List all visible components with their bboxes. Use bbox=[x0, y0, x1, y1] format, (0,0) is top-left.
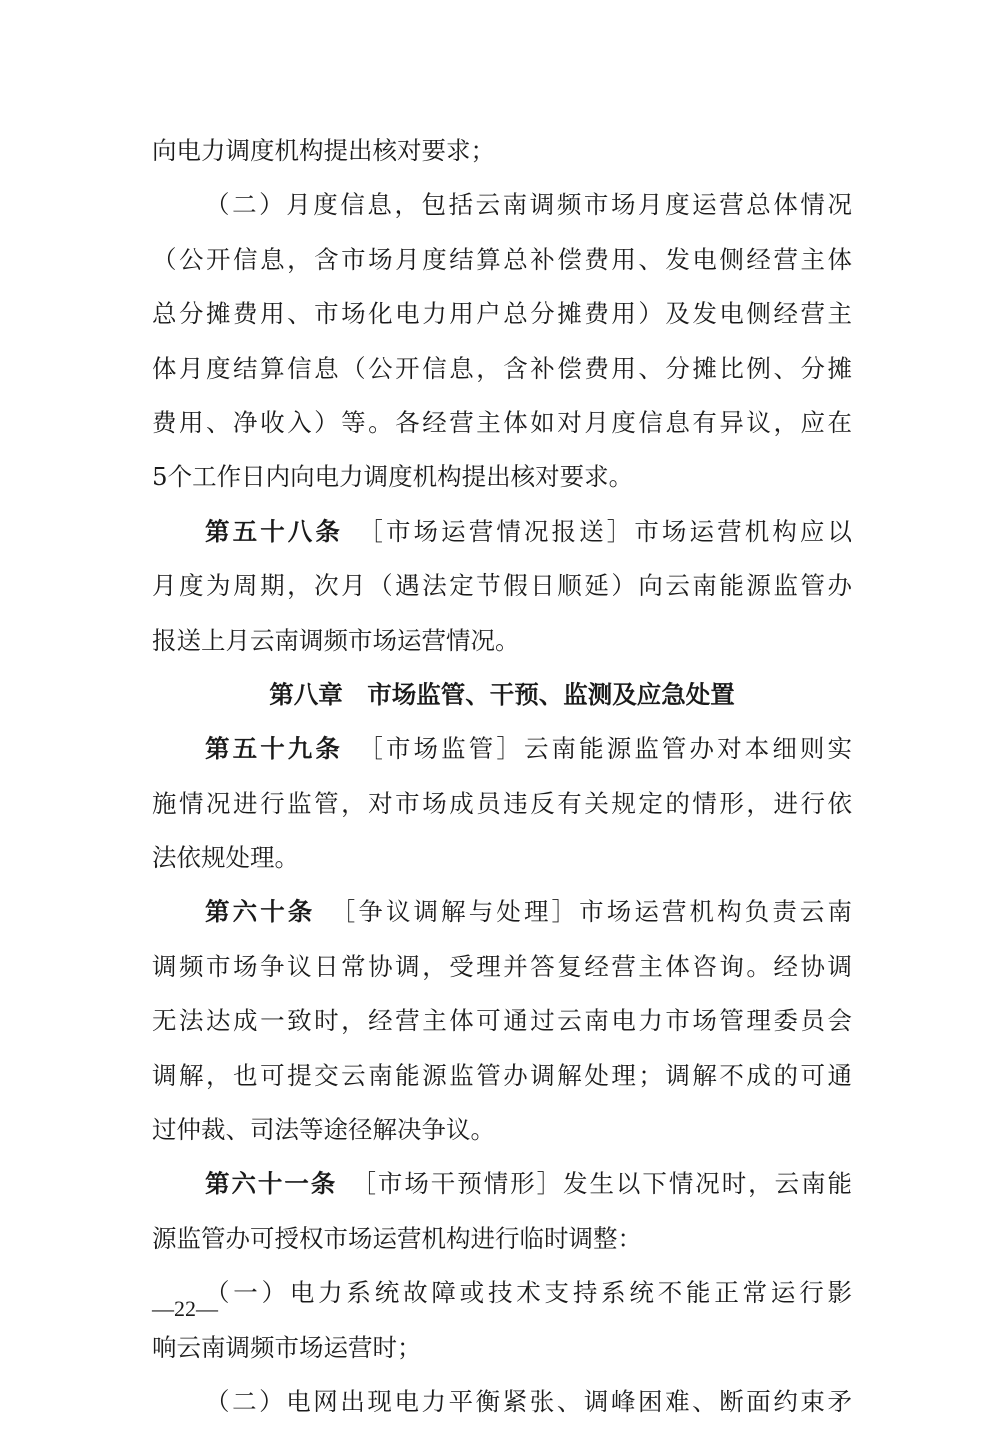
line-text: 向电力调度机构提出核对要求； bbox=[152, 136, 495, 165]
line-text: ［争议调解与处理］市场运营机构负责云南 bbox=[343, 897, 853, 927]
paragraph-line bbox=[152, 450, 852, 504]
line-text: 过仲裁、司法等途径解决争议。 bbox=[152, 1115, 495, 1145]
line-text: 月度为周期，次月（遇法定节假日顺延）向云南能源监管办 bbox=[152, 571, 852, 601]
paragraph-line bbox=[152, 559, 852, 613]
paragraph-line bbox=[152, 396, 852, 450]
list-item-monthly-info bbox=[152, 178, 852, 232]
article-60-heading bbox=[152, 885, 852, 939]
line-text: 无法达成一致时，经营主体可通过云南电力市场管理委员会 bbox=[152, 1006, 852, 1036]
line-text: ［市场干预情形］发生以下情况时，云南能 bbox=[363, 1169, 853, 1199]
page-number: —22— bbox=[152, 1296, 218, 1321]
list-item-grid-balance bbox=[152, 1375, 852, 1429]
line-text: 响云南调频市场运营时； bbox=[152, 1332, 422, 1362]
paragraph-line bbox=[152, 124, 852, 178]
line-text: 报送上月云南调频市场运营情况。 bbox=[152, 625, 520, 655]
line-text: （二）月度信息，包括云南调频市场月度运营总体情况 bbox=[205, 190, 852, 220]
chapter-heading bbox=[152, 668, 852, 722]
line-text: 调解，也可提交云南能源监管办调解处理；调解不成的可通 bbox=[152, 1060, 852, 1090]
line-text: 5个工作日内向电力调度机构提出核对要求。 bbox=[152, 462, 634, 492]
paragraph-line bbox=[152, 1103, 852, 1157]
document-body bbox=[152, 124, 852, 1429]
paragraph-line bbox=[152, 831, 852, 885]
article-number: 第五十八条 bbox=[205, 516, 343, 546]
chapter-title: 第八章 市场监管、干预、监测及应急处置 bbox=[269, 679, 735, 709]
article-number: 第五十九条 bbox=[205, 734, 343, 764]
article-spacer bbox=[343, 734, 371, 763]
article-spacer bbox=[337, 1169, 363, 1198]
line-text: 调频市场争议日常协调，受理并答复经营主体咨询。经协调 bbox=[152, 951, 852, 981]
line-text: ［市场监管］云南能源监管办对本细则实 bbox=[370, 734, 853, 764]
paragraph-line bbox=[152, 940, 852, 994]
paragraph-line bbox=[152, 1049, 852, 1103]
line-text: 法依规处理。 bbox=[152, 843, 299, 873]
line-text: ［市场运营情况报送］市场运营机构应以 bbox=[370, 516, 853, 546]
article-number: 第六十一条 bbox=[205, 1169, 338, 1199]
line-text: 源监管办可授权市场运营机构进行临时调整： bbox=[152, 1223, 642, 1253]
line-text: 施情况进行监管，对市场成员违反有关规定的情形，进行依 bbox=[152, 788, 852, 818]
line-text: （一）电力系统故障或技术支持系统不能正常运行影 bbox=[205, 1278, 852, 1308]
paragraph-line bbox=[152, 1321, 852, 1375]
paragraph-line bbox=[152, 233, 852, 287]
paragraph-line bbox=[152, 994, 852, 1048]
paragraph-line bbox=[152, 287, 852, 341]
article-spacer bbox=[343, 517, 371, 546]
line-text: 费用、净收入）等。各经营主体如对月度信息有异议，应在 bbox=[152, 407, 852, 437]
article-61-heading bbox=[152, 1157, 852, 1211]
list-item-system-fault bbox=[152, 1266, 852, 1320]
paragraph-line bbox=[152, 614, 852, 668]
line-text: （公开信息，含市场月度结算总补偿费用、发电侧经营主体 bbox=[152, 244, 852, 274]
line-text: 体月度结算信息（公开信息，含补偿费用、分摊比例、分摊 bbox=[152, 353, 852, 383]
line-text: （二）电网出现电力平衡紧张、调峰困难、断面约束矛 bbox=[205, 1386, 852, 1416]
paragraph-line bbox=[152, 1212, 852, 1266]
paragraph-line bbox=[152, 777, 852, 831]
article-spacer bbox=[315, 897, 343, 926]
article-59-heading bbox=[152, 722, 852, 776]
line-text: 总分摊费用、市场化电力用户总分摊费用）及发电侧经营主 bbox=[152, 299, 852, 329]
paragraph-line bbox=[152, 342, 852, 396]
article-number: 第六十条 bbox=[205, 897, 316, 927]
article-58-heading bbox=[152, 505, 852, 559]
